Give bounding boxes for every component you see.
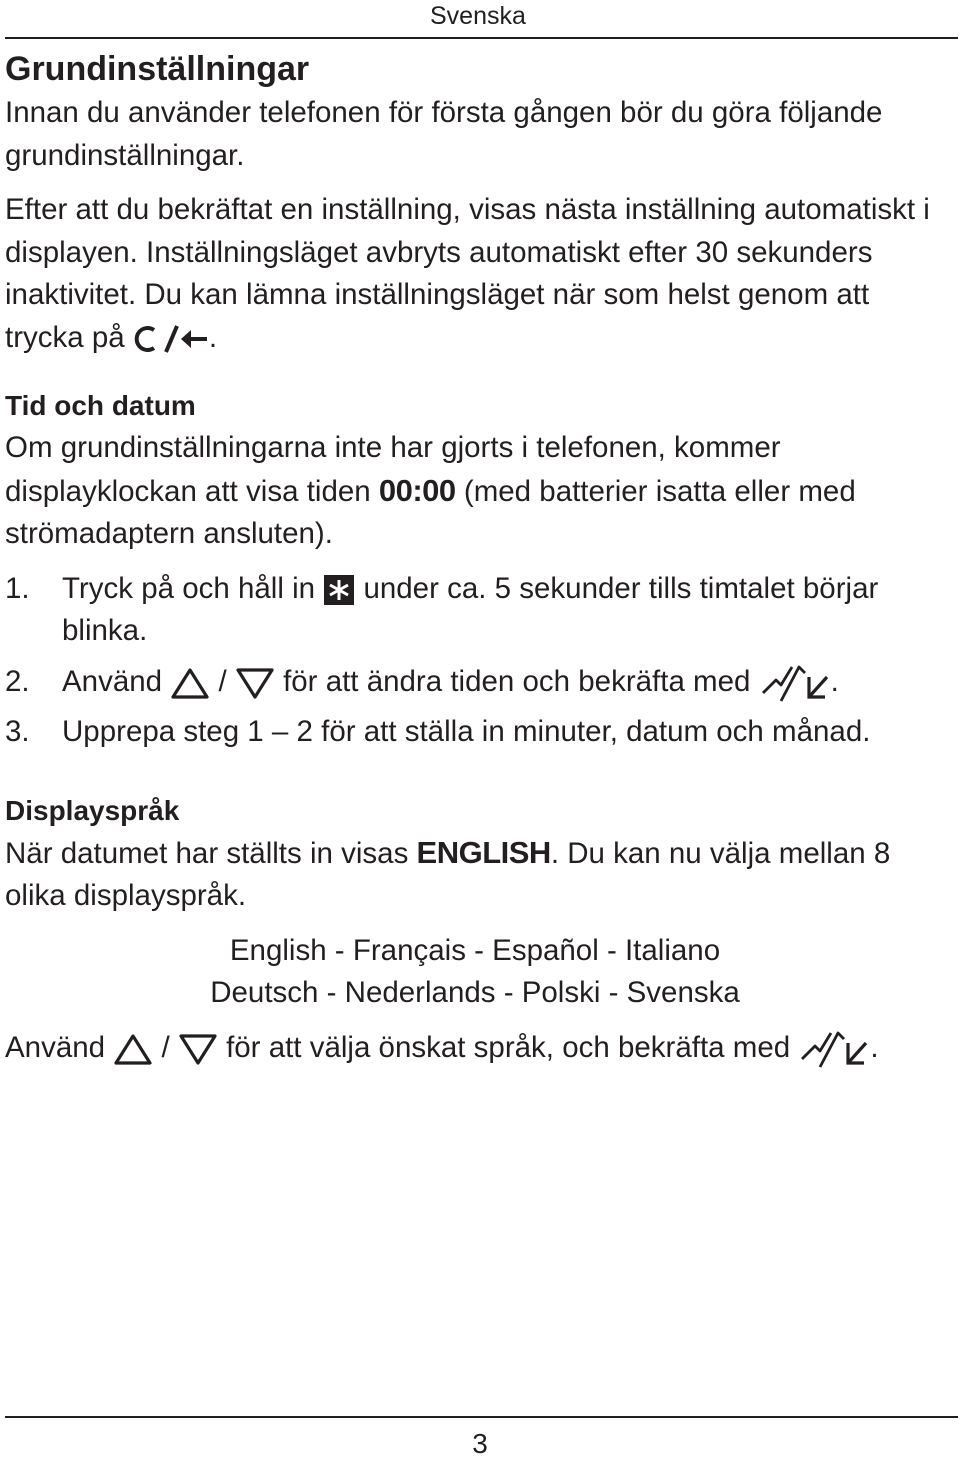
footer-rule xyxy=(5,1416,958,1418)
down-arrow-key-icon xyxy=(235,667,275,699)
step-number: 2. xyxy=(5,664,30,698)
list-item xyxy=(5,711,955,754)
display-time-value: 00:00 xyxy=(378,472,456,508)
header-rule xyxy=(5,37,958,39)
language-list-line-1: English - Français - Español - Italiano xyxy=(229,933,721,967)
step-text: Upprepa steg 1 – 2 för att ställa in minuter, datum och månad. xyxy=(62,715,871,748)
call-confirm-key-icon xyxy=(759,663,831,703)
page-number: 3 xyxy=(472,1428,488,1459)
step-text-tail: . xyxy=(830,664,839,698)
language-paragraph-text: När datumet har ställts in visas xyxy=(5,836,409,870)
star-key-icon xyxy=(323,574,355,606)
instruction-text: Använd xyxy=(5,1030,106,1064)
step-separator: / xyxy=(218,664,227,698)
intro-paragraph-2-text: Efter att du bekräftat en inställning, visas nästa inställning automatiskt i displayen. Inställningsläget avbryts automatiskt efter 30 sekunders inaktivitet. Du kan lämna inställningsläget när som helst genom att trycka på xyxy=(5,193,930,354)
up-arrow-key-icon xyxy=(170,667,210,699)
down-arrow-key-icon xyxy=(178,1033,218,1065)
section-heading-language: Displayspråk xyxy=(5,794,180,826)
time-paragraph-tail: (med batterier isatta eller med strömadaptern ansluten). xyxy=(5,474,856,550)
document-body xyxy=(5,46,955,1069)
list-item xyxy=(5,661,955,704)
clear-back-key-icon xyxy=(133,323,209,355)
up-arrow-key-icon xyxy=(113,1033,153,1065)
page-title: Grundinställningar xyxy=(5,50,310,88)
language-list xyxy=(5,930,955,1015)
instruction-text-tail: . xyxy=(870,1030,879,1064)
list-item xyxy=(5,568,955,653)
step-number: 3. xyxy=(5,715,30,748)
step-number: 1. xyxy=(5,571,30,605)
step-text-middle: för att ändra tiden och bekräfta med xyxy=(283,664,751,698)
intro-paragraph-2 xyxy=(5,189,955,359)
intro-paragraph-1: Innan du använder telefonen för första gången bör du göra följande grundinställningar. xyxy=(5,96,883,172)
time-steps-list xyxy=(5,568,955,754)
display-language-value: ENGLISH xyxy=(416,834,551,870)
language-list-line-2: Deutsch - Nederlands - Polski - Svenska xyxy=(210,976,740,1009)
language-paragraph-tail: . Du kan nu välja mellan 8 olika displayspråk. xyxy=(5,836,891,912)
step-text: Tryck på och håll in xyxy=(62,571,316,605)
intro-paragraph-2-end: . xyxy=(208,320,218,354)
time-paragraph-text: Om grundinställningarna inte har gjorts i telefonen, kommer displayklockan att visa tiden xyxy=(5,431,781,508)
language-instruction xyxy=(5,1027,955,1070)
time-paragraph xyxy=(5,427,955,556)
step-text: Använd xyxy=(62,664,163,698)
language-paragraph xyxy=(5,832,955,918)
header-language: Svenska xyxy=(430,2,526,30)
section-heading-time: Tid och datum xyxy=(5,390,196,421)
call-confirm-key-icon xyxy=(798,1029,870,1069)
instruction-text-middle: för att välja önskat språk, och bekräfta med xyxy=(226,1030,791,1064)
step-text-tail: under ca. 5 sekunder tills timtalet börjar blinka. xyxy=(62,571,879,647)
instruction-separator: / xyxy=(161,1030,170,1064)
